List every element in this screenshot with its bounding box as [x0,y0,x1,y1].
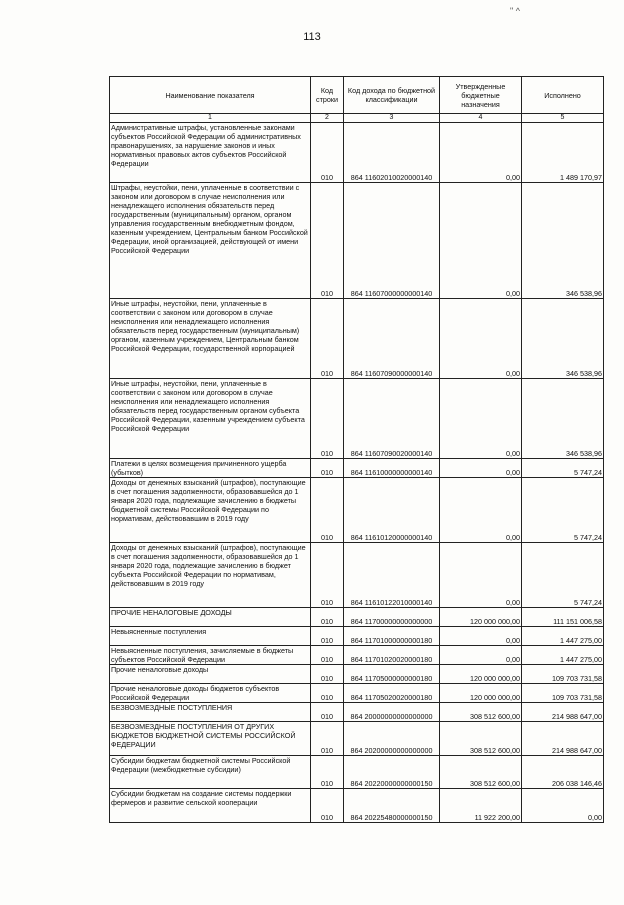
row-income-code: 864 11705000000000180 [344,665,440,684]
table-row [110,478,604,543]
table-row [110,703,604,722]
row-line-code: 010 [311,756,344,789]
column-number: 2 [311,114,344,123]
row-approved: 120 000 000,00 [440,684,522,703]
row-name: БЕЗВОЗМЕЗДНЫЕ ПОСТУПЛЕНИЯ [110,703,311,722]
table-row [110,684,604,703]
row-income-code: 864 11607090020000140 [344,379,440,459]
row-approved: 308 512 600,00 [440,756,522,789]
row-name: Административные штрафы, установленные законами субъектов Российской Федерации об административных правонарушениях, за нарушение законов и иных нормативных правовых актов субъектов Российской Федерации [110,123,311,183]
table-row [110,722,604,756]
table-row [110,789,604,823]
row-name: Штрафы, неустойки, пени, уплаченные в соответствии с законом или договором в случае неисполнения или ненадлежащего исполнения обязательств перед государственным (муниципальным) органом, органом управления государственным внебюджетным фондом, казенным учреждением, Центральным банком Российской Федерации, иной организацией, действующей от имени Российской Федерации [110,183,311,299]
header-line-code: Код строки [311,77,344,114]
row-line-code: 010 [311,478,344,543]
row-approved: 308 512 600,00 [440,703,522,722]
row-line-code: 010 [311,646,344,665]
row-name: Иные штрафы, неустойки, пени, уплаченные в соответствии с законом или договором в случае неисполнения или ненадлежащего исполнения обязательств перед государственным (муниципальным) органом, казенным учреждением, Центральным банком Российской Федерации, государственной корпорацией [110,299,311,379]
row-income-code: 864 11700000000000000 [344,608,440,627]
row-executed: 346 538,96 [522,299,604,379]
table-row [110,183,604,299]
row-line-code: 010 [311,379,344,459]
row-income-code: 864 20220000000000150 [344,756,440,789]
page-number: 113 [303,31,321,43]
row-name: БЕЗВОЗМЕЗДНЫЕ ПОСТУПЛЕНИЯ ОТ ДРУГИХ БЮДЖЕТОВ БЮДЖЕТНОЙ СИСТЕМЫ РОССИЙСКОЙ ФЕДЕРАЦИИ [110,722,311,756]
row-name: Платежи в целях возмещения причиненного ущерба (убытков) [110,459,311,478]
row-name: Невыясненные поступления, зачисляемые в бюджеты субъектов Российской Федерации [110,646,311,665]
row-line-code: 010 [311,183,344,299]
row-approved: 0,00 [440,379,522,459]
column-number-row [110,114,604,123]
table-row [110,756,604,789]
row-executed: 109 703 731,58 [522,665,604,684]
row-name: Доходы от денежных взысканий (штрафов), поступающие в счет погашения задолженности, образовавшейся до 1 января 2020 года, подлежащие зачислению в бюджет субъекта Российской Федерации по нормативам, действовавшим в 2019 году [110,543,311,608]
row-approved: 0,00 [440,627,522,646]
row-income-code: 864 11610120000000140 [344,478,440,543]
row-income-code: 864 11610122010000140 [344,543,440,608]
table-row [110,123,604,183]
row-executed: 0,00 [522,789,604,823]
row-line-code: 010 [311,299,344,379]
header-approved: Утвержденные бюджетные назначения [440,77,522,114]
column-number: 5 [522,114,604,123]
row-name: ПРОЧИЕ НЕНАЛОГОВЫЕ ДОХОДЫ [110,608,311,627]
row-income-code: 864 20225480000000150 [344,789,440,823]
row-executed: 111 151 006,58 [522,608,604,627]
header-row [110,77,604,114]
table-row [110,665,604,684]
row-executed: 5 747,24 [522,459,604,478]
row-name: Невыясненные поступления [110,627,311,646]
table-row [110,379,604,459]
table-row [110,608,604,627]
row-line-code: 010 [311,665,344,684]
row-income-code: 864 11610000000000140 [344,459,440,478]
row-executed: 214 988 647,00 [522,703,604,722]
row-approved: 0,00 [440,299,522,379]
row-approved: 120 000 000,00 [440,608,522,627]
row-executed: 5 747,24 [522,543,604,608]
row-approved: 0,00 [440,646,522,665]
row-approved: 0,00 [440,459,522,478]
corner-mark: " ^ [510,6,520,16]
table-row [110,627,604,646]
row-name: Прочие неналоговые доходы [110,665,311,684]
column-number: 1 [110,114,311,123]
table-row [110,299,604,379]
header-executed: Исполнено [522,77,604,114]
row-executed: 1 447 275,00 [522,646,604,665]
column-number: 3 [344,114,440,123]
row-executed: 346 538,96 [522,379,604,459]
row-line-code: 010 [311,608,344,627]
row-income-code: 864 11607000000000140 [344,183,440,299]
row-approved: 0,00 [440,543,522,608]
row-approved: 120 000 000,00 [440,665,522,684]
income-table [109,76,604,823]
row-approved: 0,00 [440,183,522,299]
row-income-code: 864 11705020020000180 [344,684,440,703]
row-executed: 1 489 170,97 [522,123,604,183]
row-line-code: 010 [311,627,344,646]
row-executed: 109 703 731,58 [522,684,604,703]
row-line-code: 010 [311,789,344,823]
row-name: Субсидии бюджетам бюджетной системы Российской Федерации (межбюджетные субсидии) [110,756,311,789]
row-executed: 1 447 275,00 [522,627,604,646]
row-approved: 0,00 [440,123,522,183]
row-executed: 5 747,24 [522,478,604,543]
row-line-code: 010 [311,123,344,183]
table-row [110,459,604,478]
row-line-code: 010 [311,703,344,722]
row-income-code: 864 20200000000000000 [344,722,440,756]
row-approved: 0,00 [440,478,522,543]
row-name: Иные штрафы, неустойки, пени, уплаченные в соответствии с законом или договором в случае неисполнения или ненадлежащего исполнения обязательств перед государственным органом субъекта Российской Федерации, казенным учреждением субъекта Российской Федерации [110,379,311,459]
row-line-code: 010 [311,684,344,703]
row-approved: 308 512 600,00 [440,722,522,756]
row-line-code: 010 [311,459,344,478]
table-row [110,543,604,608]
column-number: 4 [440,114,522,123]
row-executed: 346 538,96 [522,183,604,299]
header-name: Наименование показателя [110,77,311,114]
header-income-code: Код дохода по бюджетной классификации [344,77,440,114]
row-approved: 11 922 200,00 [440,789,522,823]
row-name: Прочие неналоговые доходы бюджетов субъектов Российской Федерации [110,684,311,703]
row-name: Доходы от денежных взысканий (штрафов), поступающие в счет погашения задолженности, образовавшейся до 1 января 2020 года, подлежащие зачислению в бюджеты бюджетной системы Российской Федерации по нормативам, действовавшим в 2019 году [110,478,311,543]
row-income-code: 864 20000000000000000 [344,703,440,722]
row-line-code: 010 [311,543,344,608]
row-income-code: 864 11701000000000180 [344,627,440,646]
row-executed: 206 038 146,46 [522,756,604,789]
table-row [110,646,604,665]
row-income-code: 864 11701020020000180 [344,646,440,665]
row-income-code: 864 11607090000000140 [344,299,440,379]
row-line-code: 010 [311,722,344,756]
row-executed: 214 988 647,00 [522,722,604,756]
row-name: Субсидии бюджетам на создание системы поддержки фермеров и развитие сельской кооперации [110,789,311,823]
row-income-code: 864 11602010020000140 [344,123,440,183]
